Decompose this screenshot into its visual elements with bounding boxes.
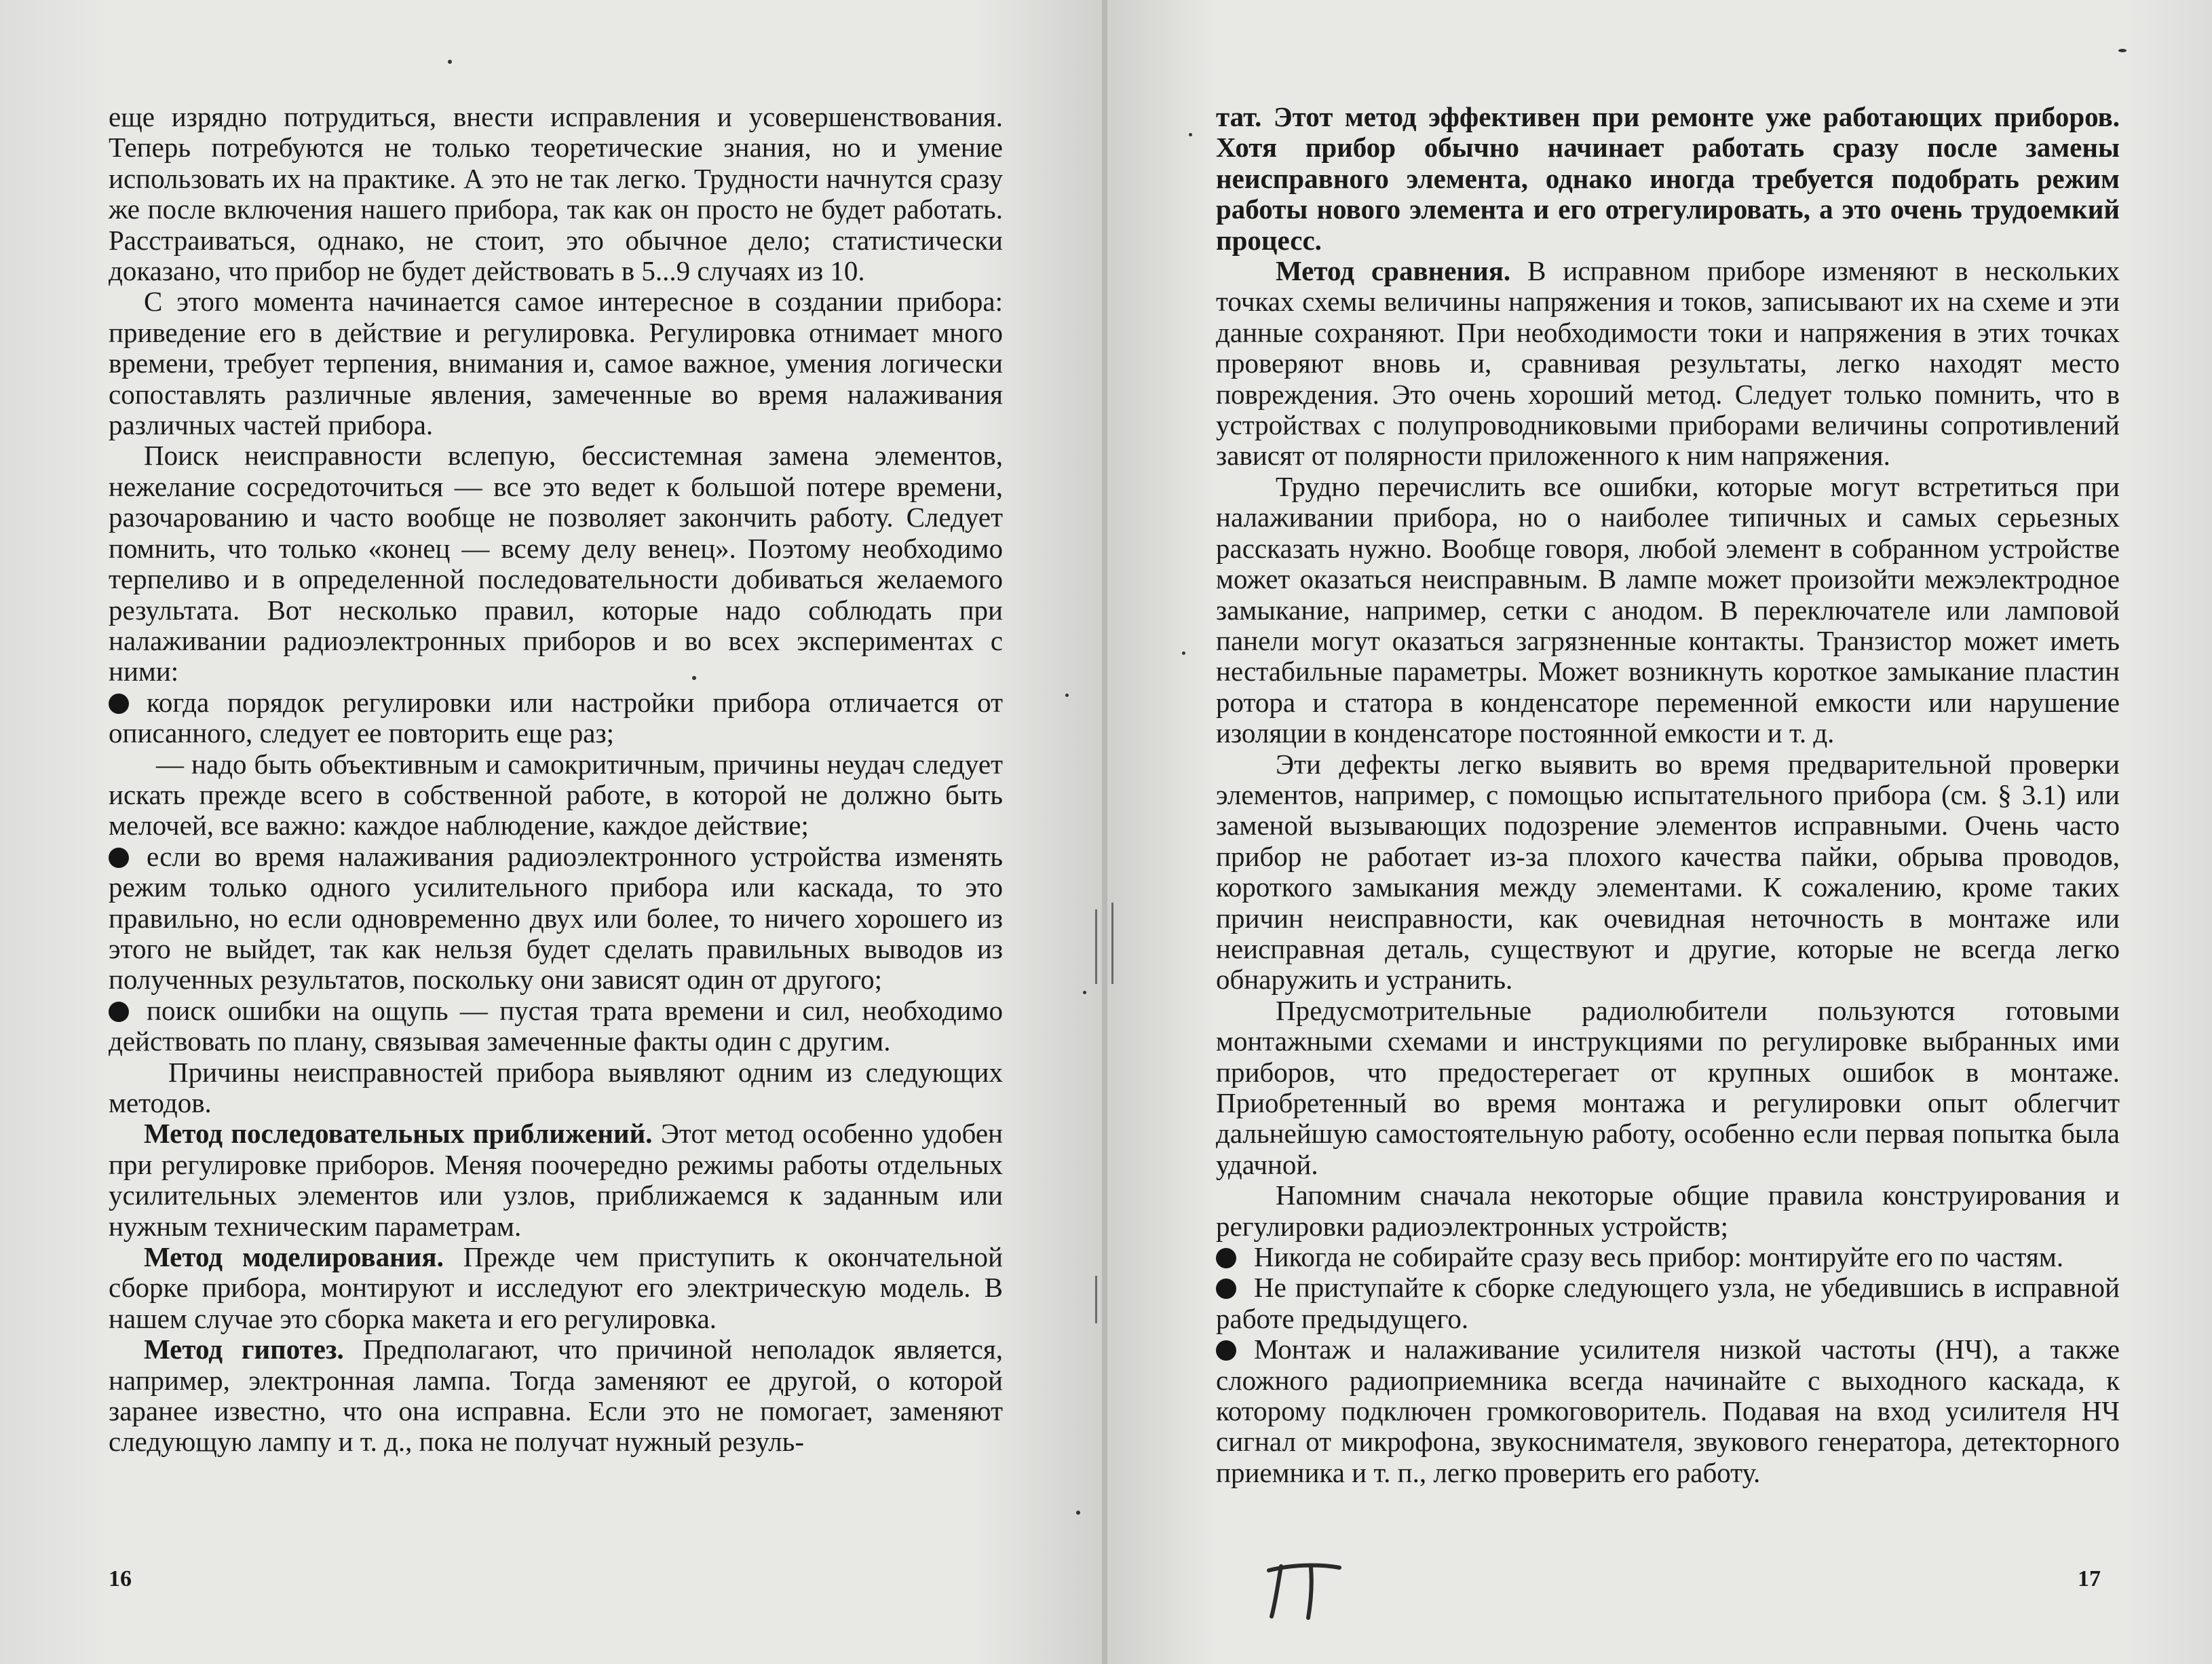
- page-number: 16: [109, 1566, 132, 1591]
- method-title: Метод гипотез.: [144, 1334, 344, 1365]
- page-number: 17: [2078, 1566, 2101, 1591]
- speck: [1083, 991, 1086, 994]
- speck: [448, 60, 452, 64]
- speck: [1065, 694, 1069, 697]
- handwritten-mark: [1263, 1561, 1345, 1622]
- bullet-item: когда порядок регулировки или настройки прибора отличается от описанного, следует ее повторить еще раз;: [109, 686, 1003, 749]
- method-paragraph: Метод сравнения. В исправном приборе изменяют в нескольких точках схемы величины напряжения и токов, записывают их на схеме и эти данные сохраняют. При необходимости токи и напряжения в этих точках проверяют вновь и, сравнивая результаты, легко находят место повреждения. Это очень хороший метод. Следует только помнить, что в устройствах с полупроводниковыми приборами величины сопротивлений зависят от полярности приложенного к ним напряжения.: [1216, 255, 2120, 472]
- bullet-item: если во время налаживания радиоэлектронного устройства изменять режим только одного усилительного прибора или каскада, то это правильно, но если одновременно двух или более, то ничего хорошего из этого не выйдет, так как нельзя будет сделать правильных выводов из полученных результатов, поскольку они зависят один от другого;: [109, 840, 1003, 996]
- fold-line: [1095, 909, 1097, 984]
- paragraph: Трудно перечислить все ошибки, которые могут встретиться при налаживании прибора, но о наиболее типичных и самых серьезных рассказать нужно. Вообще говоря, любой элемент в собранном устройстве может оказаться неисправным. В лампе может произойти межэлектродное замыкание, например, сетки с анодом. В переключателе или ламповой панели могут оказаться загрязненные контакты. Транзистор может иметь нестабильные параметры. Может возникнуть короткое замыкание пластин ротора и статора в конденсаторе переменной емкости или нарушение изоляции в конденсаторе постоянной емкости и т. д.: [1216, 470, 2120, 749]
- method-title: Метод моделирования.: [144, 1241, 444, 1273]
- paragraph: Предусмотрительные радиолюбители пользуются готовыми монтажными схемами и инструкциями по регулировке выбранных ими приборов, что предостерегает от крупных ошибок в монтаже. Приобретенный во время монтажа и регулировки опыт облегчит дальнейшую самостоятельную работу, особенно если первая попытка была удачной.: [1216, 994, 2120, 1180]
- bullet-icon: [1216, 1340, 1236, 1361]
- bullet-item: Монтаж и налаживание усилителя низкой частоты (НЧ), а также сложного радиоприемника всегда начинайте с выходного каскада, к которому подключен громкоговоритель. Подавая на вход усилителя НЧ сигнал от микрофона, звукоснимателя, звукового генератора, детекторного приемника и т. п., легко проверить его работу.: [1216, 1334, 2120, 1488]
- right-page: [1107, 0, 2212, 1664]
- left-page-text: [109, 102, 1003, 1458]
- paragraph: Напомним сначала некоторые общие правила конструирования и регулировки радиоэлектронных устройств;: [1216, 1179, 2120, 1242]
- speck: [692, 676, 696, 680]
- method-title: Метод последовательных приближений.: [144, 1118, 653, 1150]
- speck: [1189, 133, 1192, 136]
- bullet-icon: [109, 1002, 129, 1022]
- paragraph: Эти дефекты легко выявить во время предварительной проверки элементов, например, с помощью испытательного прибора (см. § 3.1) или заменой вызывающих подозрение элементов исправными. Очень часто прибор не работает из-за плохого качества пайки, обрыва проводов, короткого замыкания между элементами. К сожалению, кроме таких причин неисправности, как очевидная неточность в монтаже или неисправная деталь, существуют и другие, которые не всегда легко обнаружить и устранить.: [1216, 748, 2120, 996]
- speck: [1182, 651, 1185, 655]
- bullet-item: поиск ошибки на ощупь — пустая трата времени и сил, необходимо действовать по плану, связывая замеченные факты один с другим.: [109, 994, 1003, 1057]
- paragraph: еще изрядно потрудиться, внести исправления и усовершенствования. Теперь потребуются не только теоретические знания, но и умение использовать их на практике. А это не так легко. Трудности начнутся сразу же после включения нашего прибора, так как он просто не будет работать. Расстраиваться, однако, не стоит, это обычное дело; статистически доказано, что прибор не будет действовать в 5...9 случаях из 10.: [109, 101, 1003, 287]
- paragraph: тат. Этот метод эффективен при ремонте уже работающих приборов. Хотя прибор обычно начинает работать сразу после замены неисправного элемента, однако иногда требуется подобрать режим работы нового элемента и его отрегулировать, а это очень трудоемкий процесс.: [1216, 101, 2120, 256]
- fold-line: [1095, 1276, 1097, 1323]
- bullet-icon: [1216, 1248, 1236, 1268]
- left-page: [0, 0, 1105, 1664]
- bullet-icon: [109, 848, 129, 868]
- bullet-icon: [1216, 1279, 1236, 1299]
- dash-item: — надо быть объективным и самокритичным, причины неудач следует искать прежде всего в собственной работе, в которой не должно быть мелочей, все важно: каждое наблюдение, каждое действие;: [109, 748, 1003, 842]
- paragraph: Причины неисправностей прибора выявляют одним из следующих методов.: [109, 1056, 1003, 1118]
- method-paragraph: Метод последовательных приближений. Этот метод особенно удобен при регулировке приборов. Меняя поочередно режимы работы отдельных усилительных элементов или узлов, приближаемся к заданным или нужным техническим параметрам.: [109, 1118, 1003, 1242]
- paragraph: С этого момента начинается самое интересное в создании прибора: приведение его в действие и регулировка. Регулировка отнимает много времени, требует терпения, внимания и, самое важное, умения логически сопоставлять различные явления, замеченные во время налаживания различных частей прибора.: [109, 286, 1003, 441]
- bullet-item: Не приступайте к сборке следующего узла, не убедившись в исправной работе предыдущего.: [1216, 1272, 2120, 1334]
- fold-line: [1111, 903, 1113, 984]
- paragraph: Поиск неисправности вслепую, бессистемная замена элементов, нежелание сосредоточиться — все это ведет к большой потере времени, разочарованию и часто вообще не позволяет закончить работу. Следует помнить, что только «конец — всему делу венец». Поэтому необходимо терпеливо и в определенной последовательности добиваться желаемого результата. Вот несколько правил, которые надо соблюдать при налаживании радиоэлектронных приборов и во всех экспериментах с ними:: [109, 440, 1003, 687]
- speck: [1076, 1511, 1080, 1515]
- bullet-item: Никогда не собирайте сразу весь прибор: монтируйте его по частям.: [1216, 1242, 2120, 1272]
- method-title: Метод сравнения.: [1276, 255, 1511, 287]
- right-page-text: [1216, 102, 2120, 1488]
- bullet-icon: [109, 694, 129, 714]
- method-paragraph: Метод гипотез. Предполагают, что причиной неполадок является, например, электронная лампа. Тогда заменяют ее другой, о которой заранее известно, что она исправна. Если это не помогает, заменяют следующую лампу и т. д., пока не получат нужный резуль-: [109, 1334, 1003, 1458]
- speck: [2118, 49, 2127, 52]
- method-paragraph: Метод моделирования. Прежде чем приступить к окончательной сборке прибора, монтируют и исследуют его электрическую модель. В нашем случае это сборка макета и его регулировка.: [109, 1241, 1003, 1334]
